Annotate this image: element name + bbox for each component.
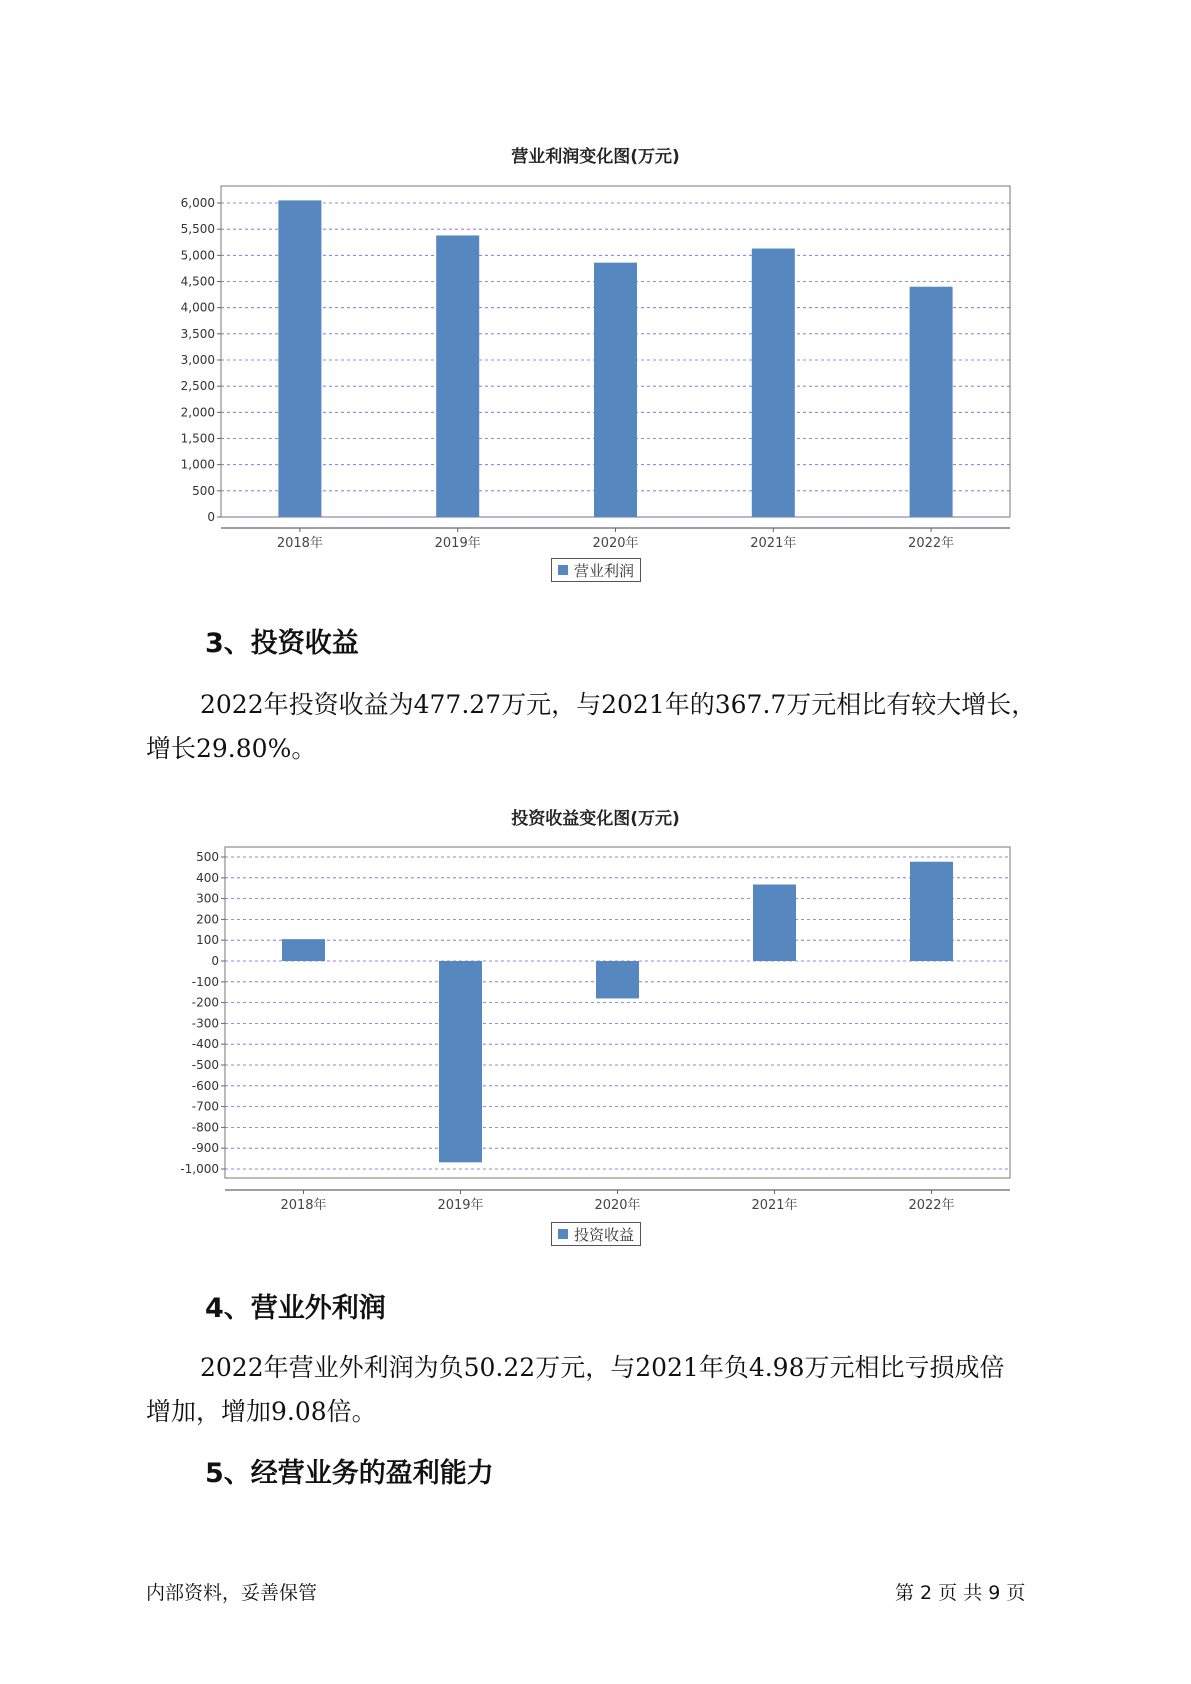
y-tick-label: -700: [191, 1099, 219, 1114]
y-tick-label: 400: [196, 870, 219, 885]
y-tick-label: 5,500: [180, 222, 215, 237]
bar: [753, 885, 796, 961]
x-tick-label: 2019年: [437, 1198, 484, 1213]
y-tick-label: 6,000: [180, 196, 215, 210]
y-tick-label: 0: [207, 510, 215, 524]
chart2-title: 投资收益变化图(万元): [511, 809, 680, 829]
legend-swatch: [558, 1229, 568, 1239]
y-tick-label: -200: [191, 995, 219, 1010]
bar: [439, 961, 482, 1162]
chart2-legend: [551, 1222, 641, 1246]
x-tick-label: 2022年: [908, 1198, 955, 1213]
y-tick-label: -1,000: [180, 1162, 219, 1176]
bar: [596, 961, 639, 998]
plot-frame: [225, 847, 1010, 1178]
section-4-heading: 4、营业外利润: [205, 1293, 386, 1324]
x-tick-label: 2018年: [276, 536, 323, 551]
bar: [282, 939, 325, 961]
x-tick-label: 2022年: [908, 536, 955, 551]
footer-page-number: 第 2 页 共 9 页: [895, 1582, 1026, 1604]
chart2-legend-label: 投资收益: [574, 1225, 635, 1244]
section-4-line-2: 增加，增加9.08倍。: [146, 1397, 377, 1426]
y-tick-label: -100: [191, 974, 219, 989]
y-tick-label: 4,000: [180, 300, 215, 315]
section-4-line-1: 2022年营业外利润为负50.22万元，与2021年负4.98万元相比亏损成倍: [200, 1353, 1005, 1382]
y-tick-label: -300: [191, 1016, 219, 1031]
section-3-line-2: 增长29.80%。: [146, 734, 317, 763]
y-tick-label: 5,000: [180, 248, 215, 263]
y-tick-label: 3,500: [180, 326, 215, 341]
x-tick-label: 2021年: [751, 1198, 798, 1213]
chart1-title: 营业利润变化图(万元): [511, 147, 680, 167]
section-3-line-1: 2022年投资收益为477.27万元，与2021年的367.7万元相比有较大增长，: [200, 690, 1037, 719]
y-tick-label: 3,000: [180, 353, 215, 367]
y-tick-label: 500: [192, 483, 215, 498]
y-tick-label: 1,000: [180, 457, 215, 472]
chart1-legend-label: 营业利润: [574, 561, 635, 580]
y-tick-label: 2,000: [180, 405, 215, 420]
y-tick-label: 200: [196, 912, 219, 927]
y-tick-label: -800: [191, 1120, 219, 1135]
section-5-heading: 5、经营业务的盈利能力: [205, 1458, 494, 1489]
footer-confidential: 内部资料，妥善保管: [146, 1582, 318, 1604]
x-tick-label: 2018年: [280, 1198, 327, 1213]
y-tick-label: 500: [196, 850, 219, 864]
y-tick-label: -600: [191, 1078, 219, 1093]
y-tick-label: 0: [211, 954, 219, 968]
x-tick-label: 2021年: [750, 536, 797, 551]
x-tick-label: 2019年: [434, 536, 481, 551]
y-tick-label: -500: [191, 1058, 219, 1072]
y-tick-label: 300: [196, 891, 219, 906]
x-tick-label: 2020年: [592, 536, 639, 551]
y-tick-label: 4,500: [180, 274, 215, 289]
bar: [910, 862, 953, 961]
x-tick-label: 2020年: [594, 1198, 641, 1213]
y-tick-label: 2,500: [180, 379, 215, 394]
y-tick-label: 100: [196, 933, 219, 948]
y-tick-label: -400: [191, 1037, 219, 1052]
y-tick-label: 1,500: [180, 431, 215, 446]
y-tick-label: -900: [191, 1141, 219, 1156]
section-3-heading: 3、投资收益: [205, 628, 359, 659]
section-4-paragraph: [146, 1346, 1066, 1434]
